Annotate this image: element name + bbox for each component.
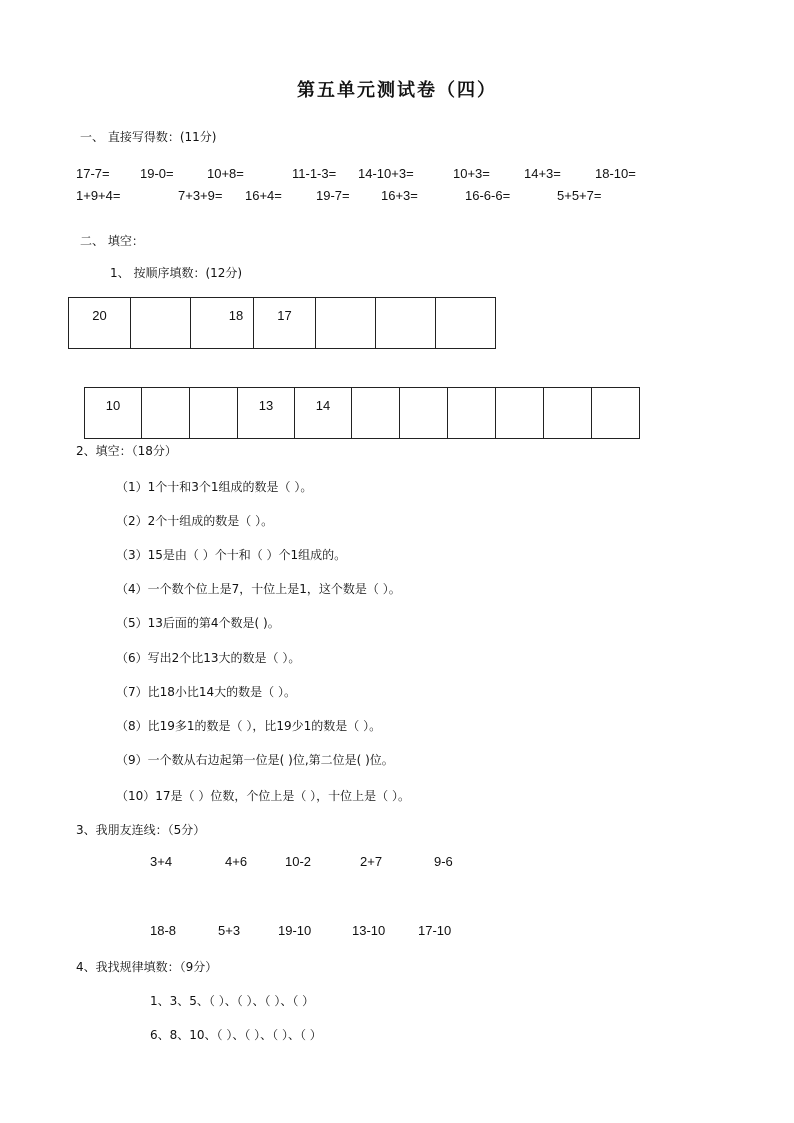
section-1-heading: 一、 直接写得数：(11分) [80, 130, 217, 144]
equation: 14-10+3= [358, 166, 414, 181]
table-cell[interactable] [376, 298, 436, 349]
matching-item[interactable]: 4+6 [225, 854, 248, 869]
table-cell[interactable] [400, 388, 448, 439]
equation: 10+3= [453, 166, 490, 181]
section-2-heading: 二、 填空： [80, 234, 144, 248]
matching-item[interactable]: 10-2 [285, 854, 312, 869]
equation: 14+3= [524, 166, 561, 181]
question-item: （10）17是（ ）位数，个位上是（ ），十位上是（ ）。 [116, 789, 410, 803]
equation: 16+3= [381, 188, 418, 203]
equation: 19-7= [316, 188, 350, 203]
question-item: （2）2个十组成的数是（ ）。 [116, 514, 274, 528]
table-cell[interactable] [448, 388, 496, 439]
section-4-heading: 4、我找规律填数：（9分） [76, 960, 218, 974]
question-item: （1）1个十和3个1组成的数是（ ）。 [116, 480, 313, 494]
table-cell[interactable] [544, 388, 592, 439]
equation: 16+4= [245, 188, 282, 203]
table-cell: 10 [85, 388, 142, 439]
sub-heading-fill-blank: 2、填空：（18分） [76, 444, 177, 458]
sub-heading-ordering: 1、 按顺序填数：(12分) [110, 266, 243, 280]
table-cell[interactable] [131, 298, 191, 349]
table-cell[interactable] [592, 388, 640, 439]
table-cell: 14 [295, 388, 352, 439]
question-item: （4）一个数个位上是7，十位上是1，这个数是（ ）。 [116, 582, 401, 596]
table-cell[interactable] [496, 388, 544, 439]
equation: 10+8= [207, 166, 244, 181]
number-table-2 [84, 387, 640, 439]
sequence-line: 6、8、10、（ ）、（ ）、（ ）、（ ） [150, 1028, 322, 1042]
matching-item[interactable]: 19-10 [278, 923, 312, 938]
question-item: （7）比18小比14大的数是（ ）。 [116, 685, 296, 699]
number-table-1 [68, 297, 496, 349]
question-item: （5）13后面的第4个数是( )。 [116, 616, 280, 630]
equation: 16-6-6= [465, 188, 511, 203]
question-item: （3）15是由（ ）个十和（ ）个1组成的。 [116, 548, 347, 562]
matching-item[interactable]: 17-10 [418, 923, 452, 938]
table-cell: 17 [254, 298, 316, 349]
table-cell[interactable] [316, 298, 376, 349]
table-cell[interactable] [436, 298, 496, 349]
table-cell: 20 [69, 298, 131, 349]
equation: 11-1-3= [292, 166, 337, 181]
equation: 5+5+7= [557, 188, 602, 203]
equation: 18-10= [595, 166, 636, 181]
question-item: （9）一个数从右边起第一位是( )位,第二位是( )位。 [116, 753, 394, 767]
page-title: 第五单元测试卷（四） [297, 80, 497, 101]
matching-item[interactable]: 5+3 [218, 923, 241, 938]
matching-item[interactable]: 9-6 [434, 854, 453, 869]
matching-item[interactable]: 13-10 [352, 923, 386, 938]
sequence-line: 1、3、5、（ ）、（ ）、（ ）、（ ） [150, 994, 315, 1008]
table-cell[interactable] [190, 388, 238, 439]
equation: 1+9+4= [76, 188, 121, 203]
section-3-heading: 3、我朋友连线：（5分） [76, 823, 206, 837]
equation: 19-0= [140, 166, 174, 181]
question-item: （6）写出2个比13大的数是（ ）。 [116, 651, 301, 665]
table-cell[interactable] [142, 388, 190, 439]
table-cell: 13 [238, 388, 295, 439]
equation: 7+3+9= [178, 188, 223, 203]
matching-item[interactable]: 2+7 [360, 854, 383, 869]
matching-item[interactable]: 3+4 [150, 854, 173, 869]
question-item: （8）比19多1的数是（ ），比19少1的数是（ ）。 [116, 719, 382, 733]
table-cell[interactable] [352, 388, 400, 439]
table-cell: 18 [191, 298, 254, 349]
matching-item[interactable]: 18-8 [150, 923, 177, 938]
equation: 17-7= [76, 166, 110, 181]
